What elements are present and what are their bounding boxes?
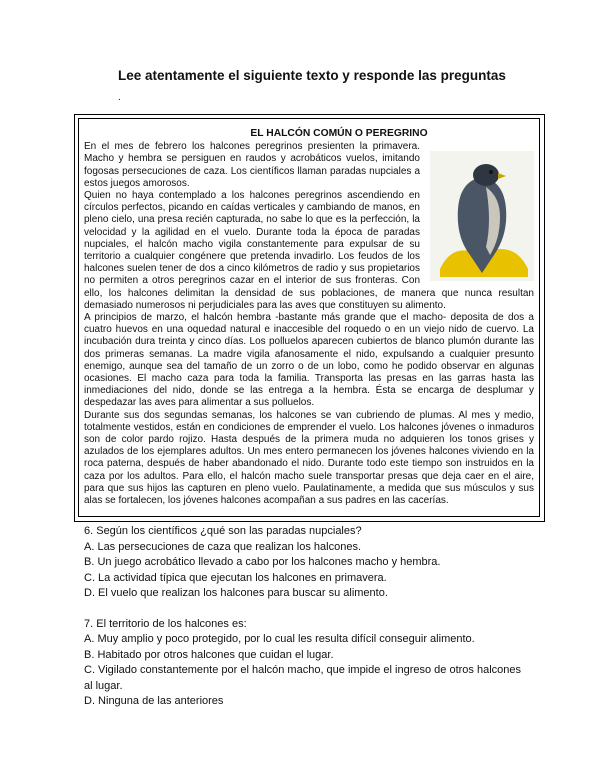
article (84, 128, 534, 507)
question-6-option-b: B. Un juego acrobático llevado a cabo por los halcones macho y hembra. (84, 556, 441, 568)
article-top (84, 141, 534, 312)
article-title: EL HALCÓN COMÚN O PEREGRINO (250, 128, 428, 139)
question-7-prompt: 7. El territorio de los halcones es: (84, 617, 247, 630)
article-paragraph-2: Quien no haya contemplado a los halcones peregrinos ascendiendo en círculos perfectos, picando en caídas verticales y cambiando de manos, en pleno cielo, una presa recién capturada, no sabe lo que es la perfección, la velocidad y la agilidad en el vuelo. Durante toda la época de paradas nupciales, el halcón macho vigila constantemente para expulsar de su territorio a cualquier congénere que pretenda invadirlo. Los feudos de los halcones suelen tener de dos a cinco kilómetros de radio y sus propietarios no permiten a otros peregrinos cazar en el interior de sus fronteras. Con ello, los halcones delimitan la densidad de sus poblaciones, de manera que nunca resultan demasiado numerosos ni perjudiciales para las aves que constituyen su alimento. (84, 190, 534, 311)
question-7 (84, 617, 524, 710)
falcon-head (473, 164, 499, 186)
question-gap (84, 602, 524, 617)
question-6-option-a: A. Las persecuciones de caza que realizan los halcones. (84, 540, 362, 553)
article-paragraph-1: En el mes de febrero los halcones peregrinos presienten la primavera. Macho y hembra se persiguen en raudos y acrobáticos vuelos, imitando fogosas persecuciones de caza. Los científicos llaman paradas nupciales a estos juegos amorosos. (84, 141, 420, 189)
question-7-option-b: B. Habitado por otros halcones que cuidan el lugar. (84, 648, 334, 661)
question-6-prompt: 6. Según los científicos ¿qué son las paradas nupciales? (84, 525, 362, 537)
falcon-eye (489, 170, 493, 174)
question-6-option-c: C. La actividad típica que ejecutan los halcones en primavera. (84, 571, 387, 584)
falcon-image (430, 151, 534, 281)
stray-dot: . (118, 92, 121, 103)
question-7-option-a: A. Muy amplio y poco protegido, por lo cual les resulta difícil conseguir alimento. (84, 633, 475, 645)
question-7-option-c: C. Vigilado constantemente por el halcón macho, que impide el ingreso de otros halcones al lugar. (84, 664, 522, 692)
instruction-heading: Lee atentamente el siguiente texto y responde las preguntas (118, 68, 506, 83)
question-6-option-d: D. El vuelo que realizan los halcones para buscar su alimento. (84, 587, 388, 599)
question-6 (84, 524, 524, 602)
article-paragraph-4: Durante sus dos segundas semanas, los halcones se van cubriendo de plumas. Al mes y medio, totalmente vestidos, están en condiciones de emprender el vuelo. Los halcones jóvenes o inmaduros son de color pardo rojizo. Hasta después de la primera muda no adquieren los tonos grises y azulados de los ejemplares adultos. Un mes entero permanecen los jóvenes halcones viviendo en la roca paterna, después de haber abandonado el nido. Durante todo este tiempo son instruidos en la caza por los adultos. Para ello, el halcón macho suele transportar presas que deja caer en el aire, para que sus hijos las capturen en pleno vuelo. Paulatinamente, a medida que sus músculos y sus alas se fortalecen, los jóvenes halcones acompañan a sus padres en las cacerías. (84, 409, 534, 507)
article-paragraph-3: A principios de marzo, el halcón hembra -bastante más grande que el macho- deposita de dos a cuatro huevos en una oquedad natural e inaccesible del roquedo o en un viejo nido de cuervo. La incubación dura treinta y cinco días. Los polluelos aparecen cubiertos de blanco plumón durante las dos primeras semanas. La madre vigila afanosamente el nido, expulsando a cualquier presunto enemigo, aunque sea del tamaño de un zorro o de un lobo, como he podido observar en algunas ocasiones. El macho caza para toda la familia. Transporta las presas en las garras hasta las inmediaciones del nido, donde se las entrega a la hembra. Ésta se encarga de desplumar y despedazar las aves para alimentar a sus polluelos. (84, 312, 534, 409)
question-7-option-d: D. Ninguna de las anteriores (84, 695, 224, 707)
questions-section (84, 524, 524, 710)
